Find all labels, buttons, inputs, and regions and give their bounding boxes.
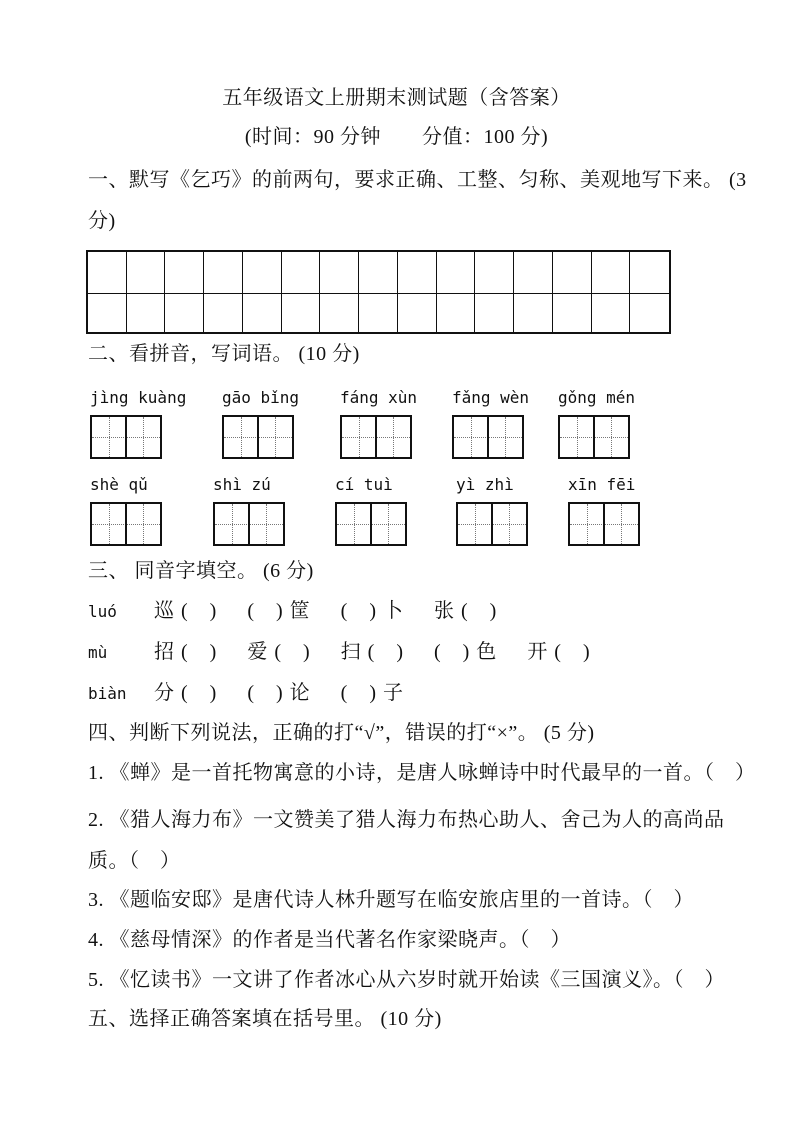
pinyin-syllable-label: mù	[88, 643, 108, 662]
pinyin-writing-box[interactable]	[213, 502, 285, 546]
homophone-item: 开 ( )	[527, 641, 591, 663]
answer-grid-cell[interactable]	[553, 252, 592, 294]
answer-grid-cell[interactable]	[165, 252, 204, 294]
answer-grid-cell[interactable]	[204, 252, 243, 294]
answer-grid-cell[interactable]	[359, 294, 398, 332]
answer-grid-cell[interactable]	[282, 294, 321, 332]
pinyin-unit	[340, 389, 417, 459]
homophone-item: 扫 ( )	[340, 641, 404, 663]
doc-title: 五年级语文上册期末测试题（含答案）	[222, 87, 571, 109]
answer-grid-cell[interactable]	[514, 294, 553, 332]
pinyin-writing-box[interactable]	[90, 415, 162, 459]
answer-grid-cell[interactable]	[437, 294, 476, 332]
section-4-heading: 四、判断下列说法，正确的打“√”，错误的打“×”。 (5 分)	[88, 722, 595, 744]
answer-grid-cell[interactable]	[592, 252, 631, 294]
pinyin-unit	[456, 476, 528, 546]
cell-divider	[248, 504, 250, 544]
answer-grid-cell[interactable]	[553, 294, 592, 332]
homophone-item: ( ) 卜	[340, 600, 404, 622]
answer-grid-cell[interactable]	[127, 252, 166, 294]
answer-grid-cell[interactable]	[398, 294, 437, 332]
pinyin-word-label: xīn fēi	[568, 475, 636, 494]
answer-grid-cell[interactable]	[165, 294, 204, 332]
judgment-item: 1. 《蝉》是一首托物寓意的小诗，是唐人咏蝉诗中时代最早的一首。（ ）	[88, 762, 756, 784]
cell-divider	[603, 504, 605, 544]
pinyin-syllable-label: biàn	[88, 684, 127, 703]
judgment-item: 4. 《慈母情深》的作者是当代著名作家梁晓声。（ ）	[88, 929, 571, 951]
pinyin-unit	[90, 389, 186, 459]
homophone-item: ( ) 筐	[247, 600, 311, 622]
pinyin-writing-box[interactable]	[222, 415, 294, 459]
answer-grid	[86, 250, 671, 334]
answer-grid-cell[interactable]	[282, 252, 321, 294]
pinyin-word-label: yì zhì	[456, 475, 514, 494]
answer-grid-cell[interactable]	[243, 252, 282, 294]
answer-grid-cell[interactable]	[88, 252, 127, 294]
answer-grid-cell[interactable]	[398, 252, 437, 294]
section-1-heading: 一、默写《乞巧》的前两句，要求正确、工整、匀称、美观地写下来。 (3 分)	[88, 169, 747, 232]
answer-grid-cell[interactable]	[592, 294, 631, 332]
answer-grid-cell[interactable]	[630, 252, 669, 294]
judgment-item: 5. 《忆读书》一文讲了作者冰心从六岁时就开始读《三国演义》。（ ）	[88, 969, 725, 991]
pinyin-writing-box[interactable]	[335, 502, 407, 546]
cell-divider	[491, 504, 493, 544]
pinyin-unit	[213, 476, 285, 546]
answer-grid-cell[interactable]	[320, 252, 359, 294]
answer-grid-cell[interactable]	[243, 294, 282, 332]
homophone-row	[88, 640, 621, 665]
pinyin-writing-box[interactable]	[90, 502, 162, 546]
answer-grid-cell[interactable]	[514, 252, 553, 294]
cell-divider	[593, 417, 595, 457]
doc-subtitle: (时间：90 分钟 分值：100 分)	[244, 126, 549, 148]
answer-grid-cell[interactable]	[359, 252, 398, 294]
pinyin-unit	[90, 476, 162, 546]
pinyin-word-label: shè qǔ	[90, 475, 148, 494]
homophone-item: 招 ( )	[154, 641, 218, 663]
pinyin-unit	[222, 389, 299, 459]
homophone-item: 爱 ( )	[247, 641, 311, 663]
section-2-heading: 二、看拼音，写词语。 (10 分)	[88, 343, 360, 365]
pinyin-unit	[558, 389, 635, 459]
pinyin-syllable-label: luó	[88, 602, 117, 621]
answer-grid-cell[interactable]	[320, 294, 359, 332]
pinyin-word-label: gǒng mén	[558, 388, 636, 407]
pinyin-writing-box[interactable]	[558, 415, 630, 459]
pinyin-word-label: cí tuì	[335, 475, 393, 494]
section-3-heading: 三、 同音字填空。 (6 分)	[88, 560, 314, 582]
homophone-item: ( ) 论	[247, 682, 311, 704]
pinyin-word-label: jìng kuàng	[90, 388, 187, 407]
homophone-item: ( ) 色	[433, 641, 498, 663]
answer-grid-cell[interactable]	[88, 294, 127, 332]
cell-divider	[125, 417, 127, 457]
pinyin-writing-box[interactable]	[452, 415, 524, 459]
answer-grid-cell[interactable]	[630, 294, 669, 332]
answer-grid-cell[interactable]	[475, 294, 514, 332]
pinyin-word-label: shì zú	[213, 475, 271, 494]
pinyin-writing-box[interactable]	[340, 415, 412, 459]
pinyin-unit	[452, 389, 529, 459]
pinyin-unit	[568, 476, 640, 546]
homophone-item: ( ) 子	[340, 682, 404, 704]
pinyin-word-label: fáng xùn	[340, 388, 418, 407]
homophone-item: 分 ( )	[154, 682, 218, 704]
answer-grid-cell[interactable]	[437, 252, 476, 294]
answer-grid-cell[interactable]	[475, 252, 514, 294]
pinyin-unit	[335, 476, 407, 546]
homophone-row	[88, 681, 434, 706]
homophone-row	[88, 599, 527, 624]
homophone-item: 张 ( )	[433, 600, 498, 622]
pinyin-word-label: gāo bǐng	[222, 388, 300, 407]
section-5-heading: 五、选择正确答案填在括号里。 (10 分)	[88, 1008, 442, 1030]
homophone-item: 巡 ( )	[154, 600, 218, 622]
cell-divider	[375, 417, 377, 457]
judgment-item: 3. 《题临安邸》是唐代诗人林升题写在临安旅店里的一首诗。（ ）	[88, 889, 694, 911]
cell-divider	[487, 417, 489, 457]
pinyin-writing-box[interactable]	[568, 502, 640, 546]
pinyin-word-label: fǎng wèn	[452, 388, 530, 407]
cell-divider	[370, 504, 372, 544]
answer-grid-cell[interactable]	[204, 294, 243, 332]
judgment-item: 2. 《猎人海力布》一文赞美了猎人海力布热心助人、舍己为人的高尚品质。（ ）	[88, 809, 725, 872]
cell-divider	[257, 417, 259, 457]
pinyin-writing-box[interactable]	[456, 502, 528, 546]
answer-grid-cell[interactable]	[127, 294, 166, 332]
cell-divider	[125, 504, 127, 544]
